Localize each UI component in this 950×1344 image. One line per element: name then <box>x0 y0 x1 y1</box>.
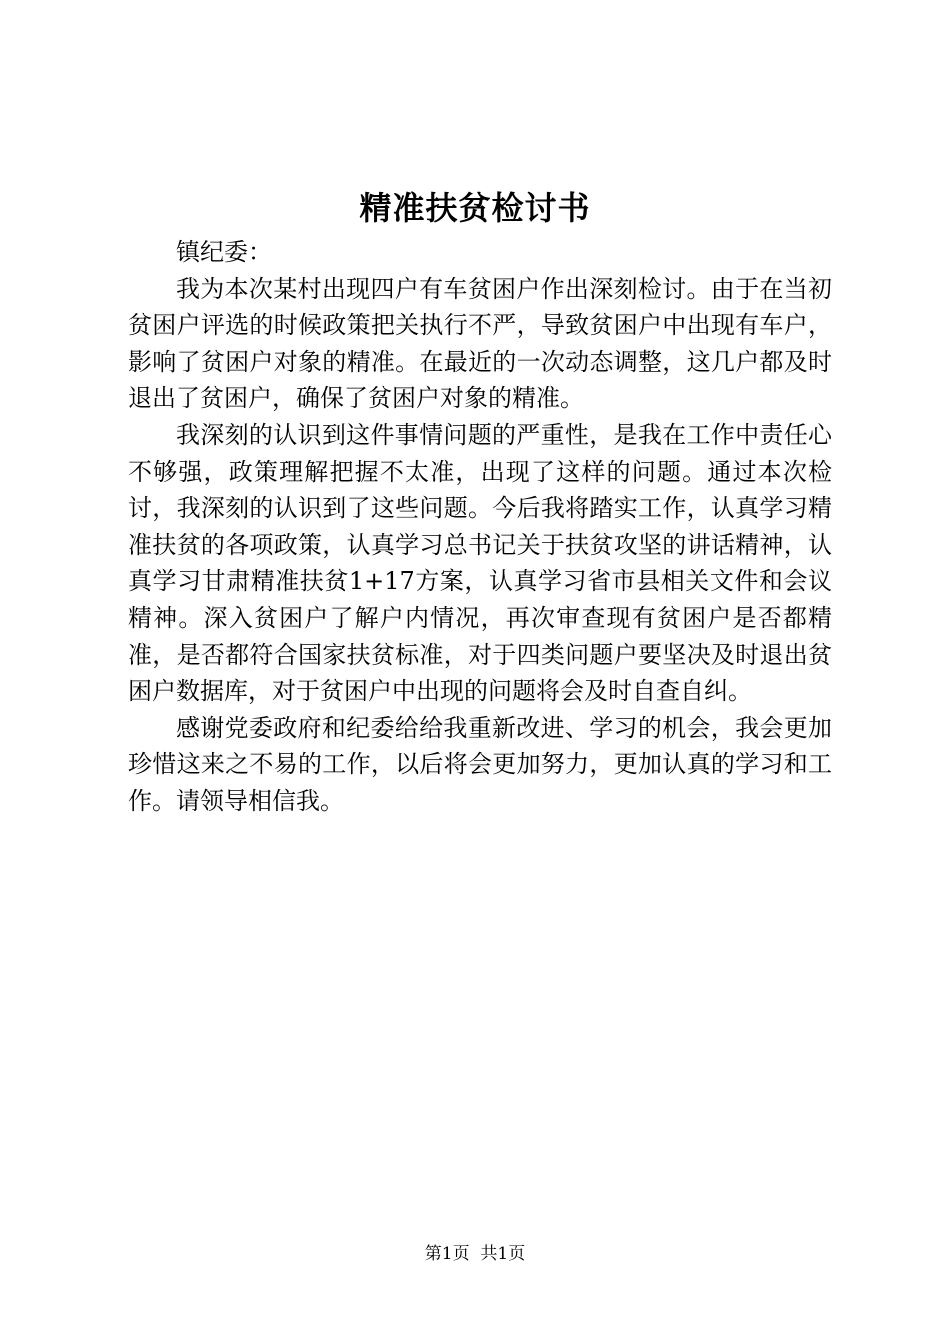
page-total: 共1页 <box>480 1244 526 1264</box>
footer-spacer <box>470 1244 481 1264</box>
paragraph-2: 我深刻的认识到这件事情问题的严重性，是我在工作中责任心不够强，政策理解把握不太准，出现了这样的问题。通过本次检讨，我深刻的认识到了这些问题。今后我将踏实工作，认真学习精准扶贫的各项政策，认真学习总书记关于扶贫攻坚的讲话精神，认真学习甘肃精准扶贫1+17方案，认真学习省市县相关文件和会议精神。深入贫困户了解户内情况，再次审查现有贫困户是否都精准，是否都符合国家扶贫标准，对于四类问题户要坚决及时退出贫困户数据库，对于贫困户中出现的问题将会及时自查自纠。 <box>128 420 832 706</box>
page-number: 第1页 <box>424 1244 470 1264</box>
paragraph-1: 我为本次某村出现四户有车贫困户作出深刻检讨。由于在当初贫困户评选的时候政策把关执行不严，导致贫困户中出现有车户，影响了贫困户对象的精准。在最近的一次动态调整，这几户都及时退出了贫困户，确保了贫困户对象的精准。 <box>128 274 832 413</box>
document-body <box>128 234 832 820</box>
paragraph-3: 感谢党委政府和纪委给给我重新改进、学习的机会，我会更加珍惜这来之不易的工作，以后将会更加努力，更加认真的学习和工作。请领导相信我。 <box>128 713 832 815</box>
salutation: 镇纪委： <box>176 238 272 266</box>
page-footer <box>0 1242 950 1266</box>
document-title: 精准扶贫检讨书 <box>359 189 591 227</box>
